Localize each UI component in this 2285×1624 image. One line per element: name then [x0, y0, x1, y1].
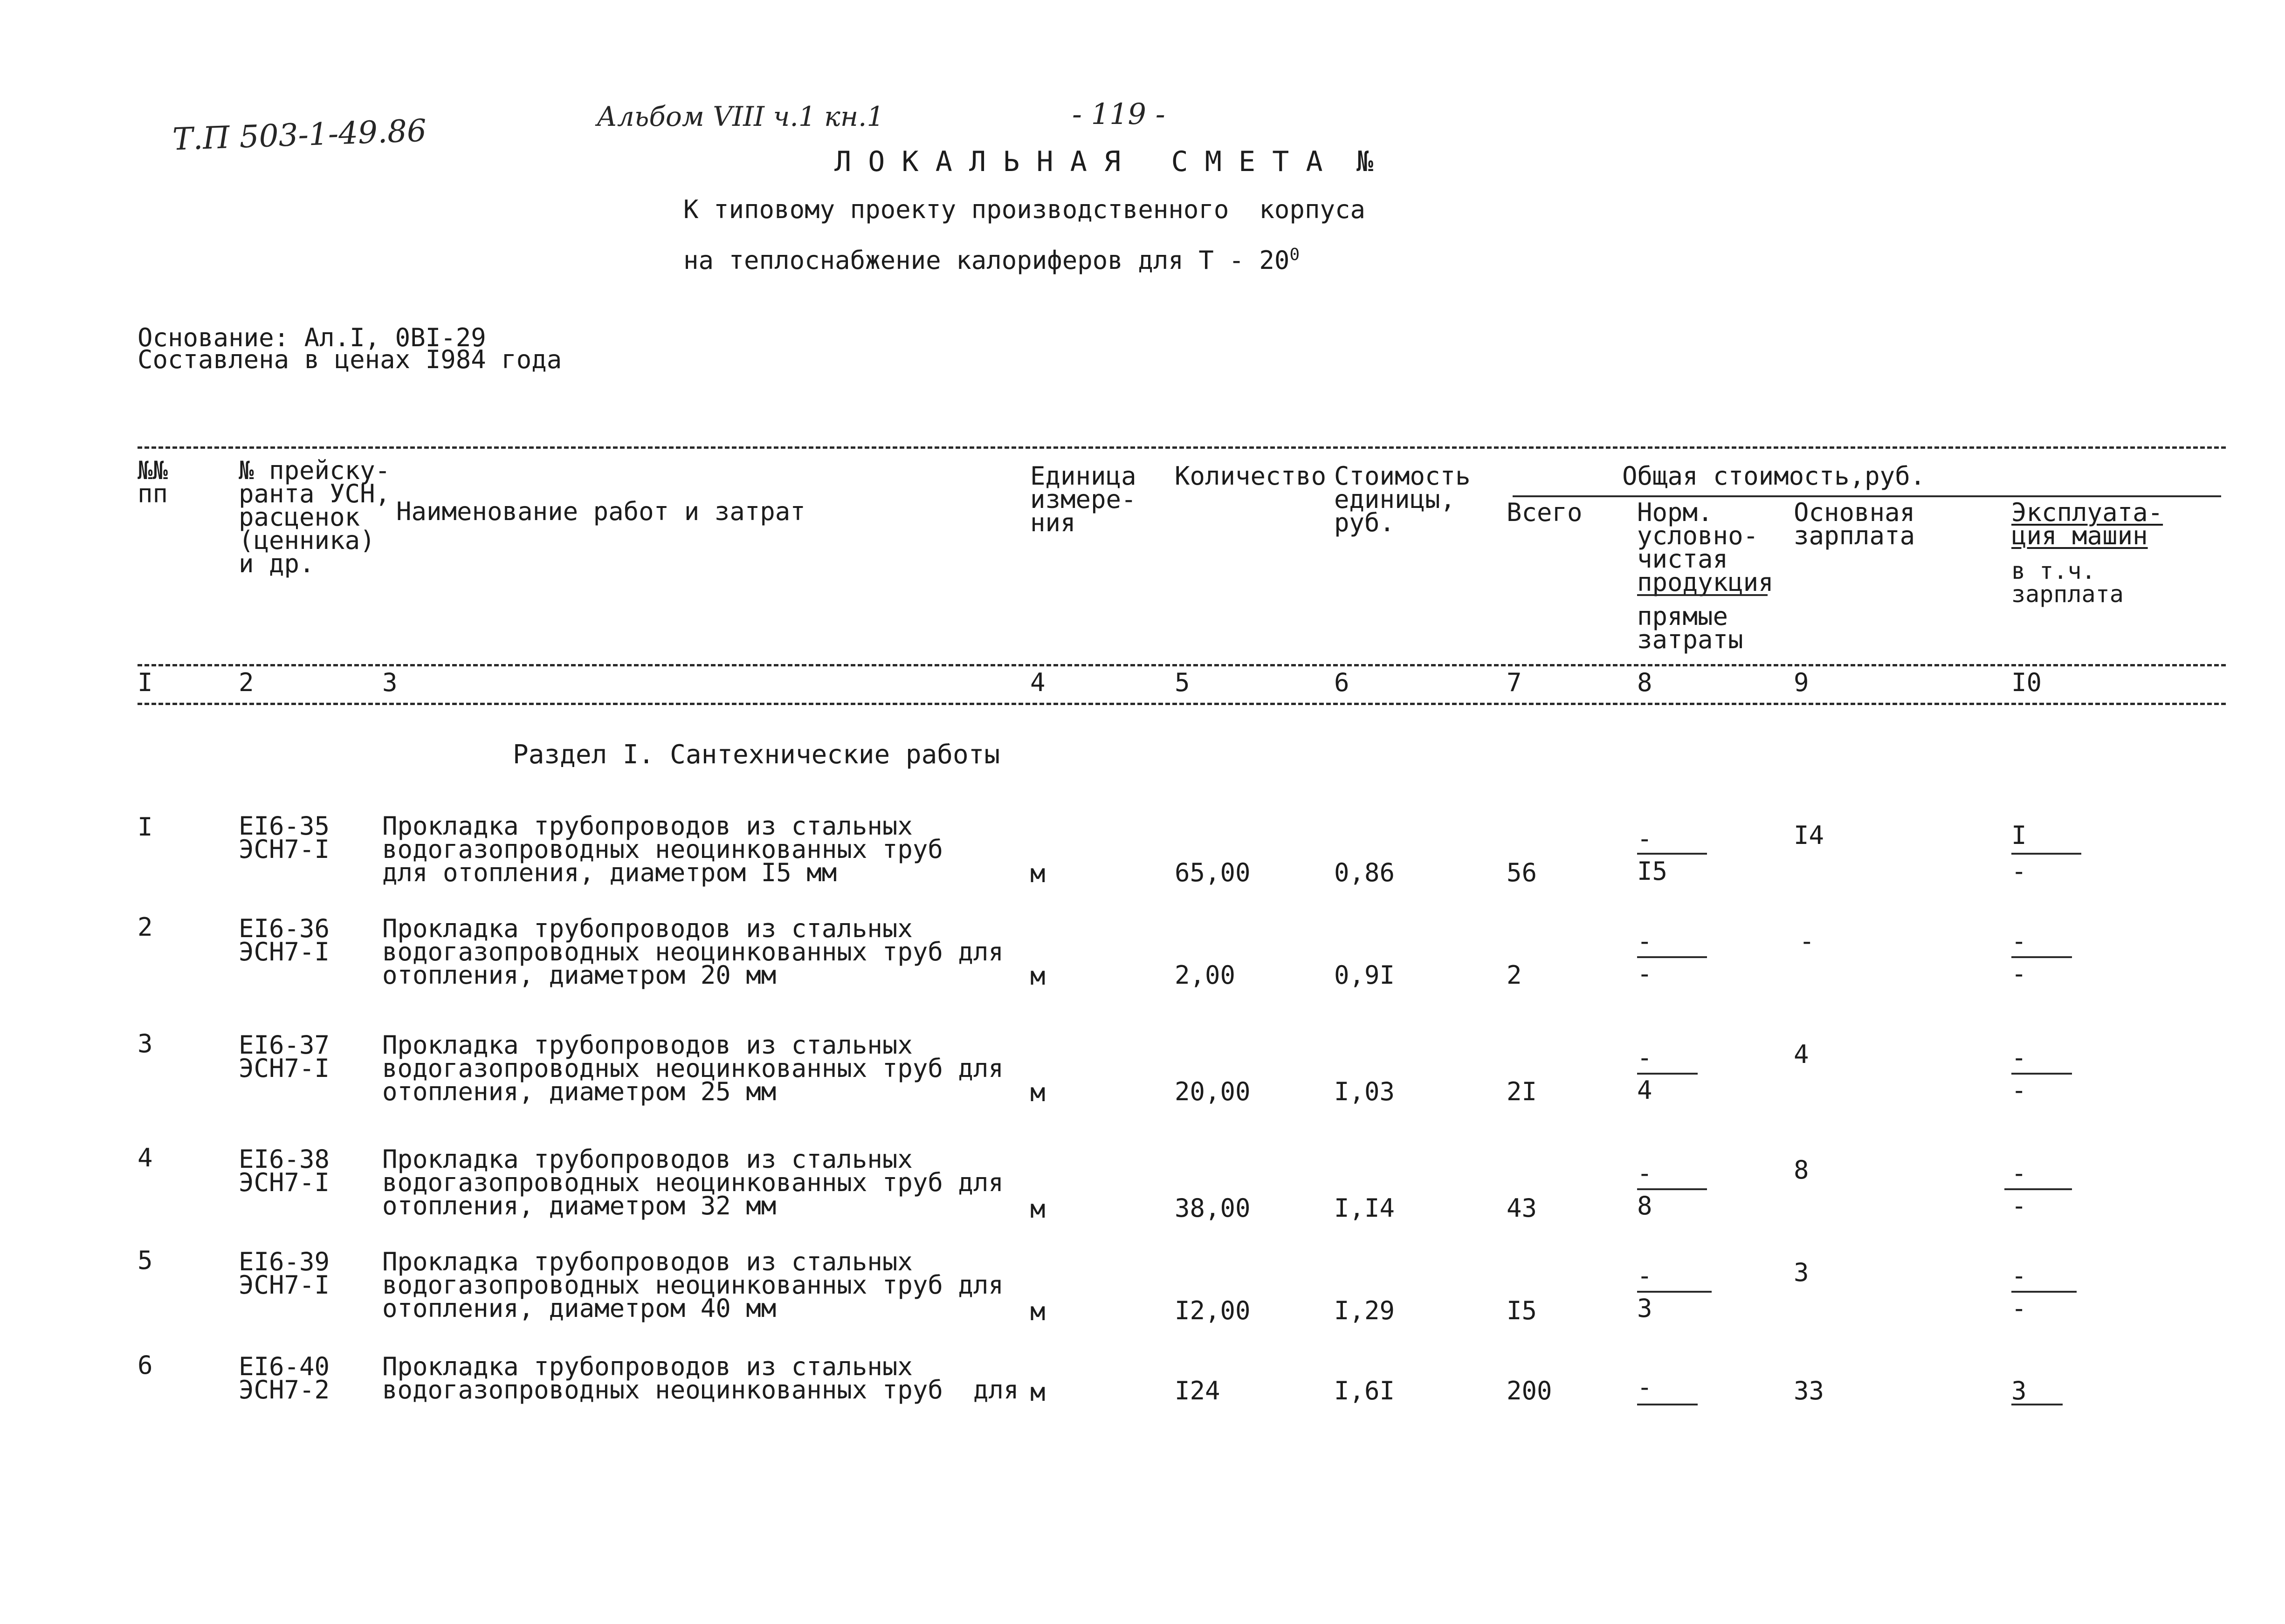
row-base-salary: I4 [1794, 821, 1824, 850]
row-fraction-line [2011, 1073, 2072, 1075]
row-machine-salary: - [2011, 959, 2027, 988]
row-quantity: I24 [1175, 1376, 1220, 1405]
row-total: 43 [1507, 1193, 1537, 1223]
subtitle-project: К типовому проекту производственного корпуса [683, 195, 1365, 224]
row-base-salary: 4 [1794, 1040, 1809, 1069]
row-machine-salary: - [2011, 1191, 2027, 1220]
row-quantity: 65,00 [1175, 858, 1251, 887]
subtitle-heating: на теплоснабжение калориферов для Т - $20^0$ [683, 245, 1300, 275]
section-title: Раздел I. Сантехнические работы [513, 740, 1000, 770]
row-base-salary: 33 [1794, 1376, 1824, 1405]
document-code: Т.П 503-1-49.86 [172, 112, 427, 158]
row-base-salary: - [1799, 926, 1815, 956]
row-fraction-line [1637, 1404, 1698, 1405]
row-net-production: - [1637, 926, 1652, 956]
column-number: 8 [1637, 668, 1652, 697]
header-quantity: Количество [1175, 461, 1327, 491]
row-fraction-line [1637, 853, 1707, 855]
row-work-name: Прокладка трубопроводов из стальных водогазопроводных неоцинкованных труб для отопления, диаметром 20 мм [382, 914, 1004, 990]
row-fraction-line [2011, 1404, 2063, 1405]
row-code: ЕI6-36 ЭСН7-I [239, 914, 330, 966]
row-code: ЕI6-39 ЭСН7-I [239, 1247, 330, 1300]
row-fraction-line [2004, 1188, 2072, 1190]
row-fraction-line [1637, 956, 1707, 958]
column-number: 3 [382, 668, 398, 697]
row-quantity: 20,00 [1175, 1077, 1251, 1106]
row-work-name: Прокладка трубопроводов из стальных водогазопроводных неоцинкованных труб для отопления, диаметром 40 мм [382, 1247, 1004, 1323]
header-pricelist-code: № прейску- ранта УСН, расценок (ценника) и др. [239, 456, 391, 578]
row-number: 4 [138, 1143, 153, 1172]
row-number: I [138, 812, 153, 842]
album-label: Альбом VIII ч.1 кн.1 [597, 101, 884, 132]
header-work-name: Наименование работ и затрат [396, 497, 805, 526]
row-code: ЕI6-37 ЭСН7-I [239, 1030, 330, 1083]
column-number: 5 [1175, 668, 1190, 697]
row-total: I5 [1507, 1296, 1537, 1325]
row-net-production: - [1637, 1043, 1652, 1072]
row-machine-operation: - [2011, 1158, 2027, 1188]
row-direct-costs: 8 [1637, 1191, 1652, 1220]
row-net-production: - [1637, 1261, 1652, 1290]
header-machine-operation-2: ция машин [2011, 521, 2148, 550]
row-machine-operation: - [2011, 1261, 2027, 1290]
row-work-name: Прокладка трубопроводов из стальных водогазопроводных неоцинкованных труб для отопления, диаметром 32 мм [382, 1144, 1004, 1220]
row-quantity: 2,00 [1175, 960, 1236, 990]
column-numbers-rule [138, 703, 2226, 705]
column-number: 9 [1794, 668, 1809, 697]
row-fraction-line [1637, 1073, 1698, 1075]
header-machine-operation-1: Эксплуата- [2011, 498, 2163, 527]
row-base-salary: 3 [1794, 1258, 1809, 1287]
row-unit-price: I,03 [1334, 1077, 1395, 1106]
row-unit-price: I,29 [1334, 1296, 1395, 1325]
column-number: 4 [1030, 668, 1046, 697]
row-direct-costs: 4 [1637, 1076, 1652, 1105]
row-quantity: I2,00 [1175, 1296, 1251, 1325]
row-net-production: - [1637, 1372, 1652, 1402]
row-unit: м [1030, 1078, 1046, 1107]
row-direct-costs: 3 [1637, 1294, 1652, 1323]
row-fraction-line [1637, 1291, 1712, 1293]
row-work-name: Прокладка трубопроводов из стальных водогазопроводных неоцинкованных труб для отопления, диаметром I5 мм [382, 811, 943, 887]
row-fraction-line [2011, 1291, 2077, 1293]
column-number: I0 [2011, 668, 2042, 697]
row-total: 200 [1507, 1376, 1552, 1405]
row-machine-operation: I [2011, 821, 2027, 850]
row-machine-operation: - [2011, 1043, 2027, 1072]
row-machine-operation: - [2011, 926, 2027, 956]
row-unit: м [1030, 961, 1046, 991]
header-direct-costs: прямые затраты [1637, 602, 1743, 654]
header-total: Всего [1507, 498, 1583, 527]
column-number: I [138, 668, 153, 697]
row-quantity: 38,00 [1175, 1193, 1251, 1223]
row-unit: м [1030, 859, 1046, 888]
row-total: 2 [1507, 960, 1522, 990]
row-code: ЕI6-38 ЭСН7-I [239, 1144, 330, 1197]
header-unit: Единица измере- ния [1030, 461, 1136, 537]
header-unit-cost: Стоимость единицы, руб. [1334, 461, 1471, 537]
row-direct-costs: I5 [1637, 857, 1668, 886]
net-production-underline [1637, 594, 1768, 596]
row-machine-salary: - [2011, 1294, 2027, 1323]
column-number: 2 [239, 668, 254, 697]
row-machine-salary: - [2011, 857, 2027, 886]
row-code: ЕI6-40 ЭСН7-2 [239, 1352, 330, 1405]
row-unit-price: I,6I [1334, 1376, 1395, 1405]
basis-line: Основание: Ал.I, 0ВI-29 [138, 323, 486, 352]
header-net-production: Норм. условно- чистая продукция [1637, 498, 1774, 597]
group-header-rule [1513, 495, 2221, 497]
row-work-name: Прокладка трубопроводов из стальных водогазопроводных неоцинкованных труб для отопления, диаметром 25 мм [382, 1030, 1004, 1106]
row-code: ЕI6-35 ЭСН7-I [239, 811, 330, 864]
row-unit-price: 0,86 [1334, 858, 1395, 887]
row-fraction-line [2011, 853, 2081, 855]
header-row-number: №№ пп [138, 456, 168, 508]
row-direct-costs: - [1637, 959, 1652, 988]
column-number: 6 [1334, 668, 1349, 697]
row-unit: м [1030, 1194, 1046, 1224]
degree-superscript: 0 [1289, 245, 1300, 264]
column-number: 7 [1507, 668, 1522, 697]
row-net-production: - [1637, 824, 1652, 853]
row-unit: м [1030, 1297, 1046, 1326]
prices-line: Составлена в ценах I984 года [138, 345, 562, 374]
row-total: 56 [1507, 858, 1537, 887]
row-number: 6 [138, 1350, 153, 1380]
row-base-salary: 8 [1794, 1155, 1809, 1185]
row-total: 2I [1507, 1077, 1537, 1106]
table-top-rule [138, 446, 2226, 449]
row-work-name: Прокладка трубопроводов из стальных водогазопроводных неоцинкованных труб для [382, 1352, 1019, 1405]
row-unit-price: I,I4 [1334, 1193, 1395, 1223]
row-fraction-line [1637, 1188, 1707, 1190]
header-incl-salary: в т.ч. зарплата [2011, 557, 2124, 608]
row-fraction-line [2011, 956, 2072, 958]
row-net-production: - [1637, 1158, 1652, 1188]
estimate-title: Л О К А Л Ь Н А Я С М Е Т А № [834, 145, 1373, 178]
header-total-cost-group: Общая стоимость,руб. [1622, 461, 1926, 491]
header-bottom-rule [138, 664, 2226, 666]
header-base-salary: Основная зарплата [1794, 498, 1915, 550]
row-machine-operation: 3 [2011, 1376, 2027, 1405]
row-machine-salary: - [2011, 1076, 2027, 1105]
row-number: 2 [138, 912, 153, 942]
row-unit: м [1030, 1377, 1046, 1407]
page-number: - 119 - [1072, 97, 1165, 131]
row-number: 5 [138, 1246, 153, 1275]
row-unit-price: 0,9I [1334, 960, 1395, 990]
row-number: 3 [138, 1029, 153, 1058]
